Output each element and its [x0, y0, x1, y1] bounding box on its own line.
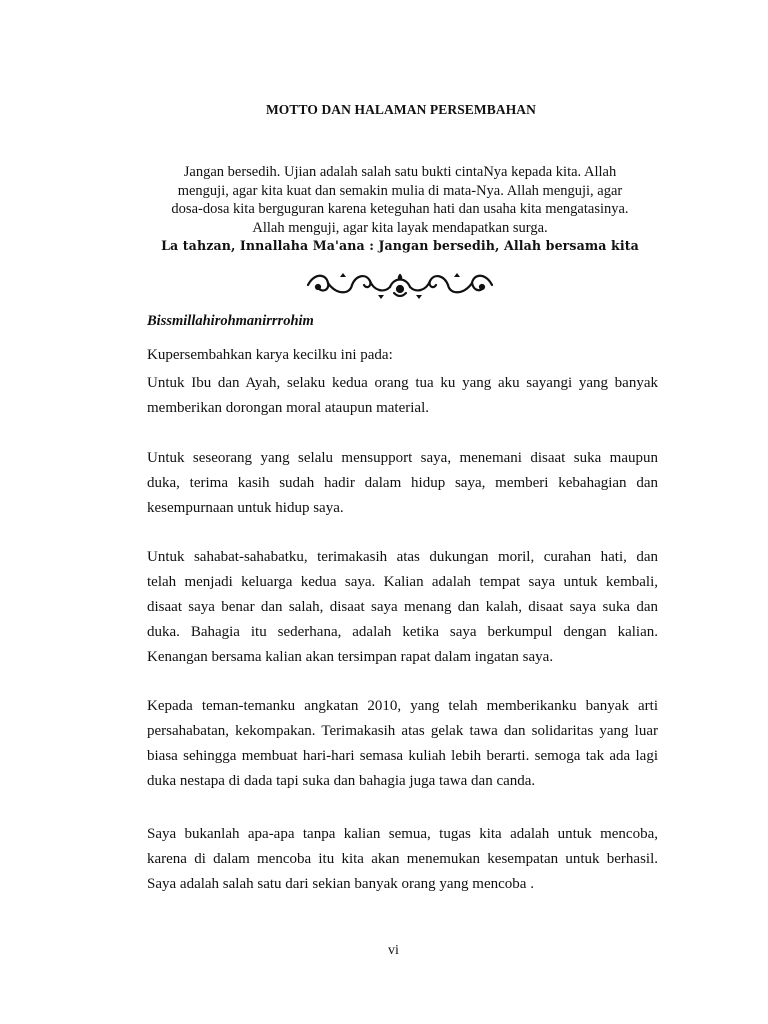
dedication-paragraph	[147, 694, 658, 794]
dedication-paragraph	[147, 371, 658, 421]
paragraph-line: Saya adalah salah satu dari sekian banyak orang yang mencoba .	[147, 876, 534, 892]
dedication-paragraph	[147, 822, 658, 897]
paragraph-line: Kenangan bersama kalian akan tersimpan rapat dalam ingatan saya.	[147, 649, 554, 665]
paragraph-line: memberikan dorongan moral ataupun material.	[147, 400, 429, 416]
paragraph-line: persahabatan, kekompakan. Terimakasih atas gelak tawa dan solidaritas yang luar	[147, 723, 658, 739]
paragraph-line: duka nestapa di dada tapi suka dan bahagia juga tawa dan canda.	[147, 773, 536, 789]
dedication-paragraph	[147, 446, 658, 521]
paragraph-line: telah menjadi keluarga kedua saya. Kalian adalah tempat saya untuk kembali,	[147, 574, 658, 590]
motto-block	[140, 163, 660, 256]
paragraph-line: Saya bukanlah apa-apa tanpa kalian semua, tugas kita adalah untuk mencoba,	[147, 826, 658, 842]
paragraph-line: Untuk sahabat-sahabatku, terimakasih atas dukungan moril, curahan hati, dan	[147, 549, 658, 565]
motto-translation: La tahzan, Innallaha Ma'ana : Jangan bersedih, Allah bersama kita	[161, 238, 639, 253]
paragraph-line: disaat saya benar dan salah, disaat saya menang dan kalah, disaat saya suka dan	[147, 599, 658, 615]
paragraph-line: biasa sehingga membuat hari-hari semasa kuliah lebih berarti. semoga tak ada lagi	[147, 748, 658, 764]
paragraph-line: Kepada teman-temanku angkatan 2010, yang telah memberikanku banyak arti	[147, 698, 658, 714]
page-number: vi	[388, 943, 399, 958]
paragraph-line: duka. Bahagia itu sederhana, adalah ketika saya berkumpul dengan kalian.	[147, 624, 658, 640]
paragraph-line: Untuk seseorang yang selalu mensupport saya, menemani disaat suka maupun	[147, 450, 658, 466]
motto-line: Allah menguji, agar kita layak mendapatkan surga.	[252, 219, 548, 236]
dedication-intro: Kupersembahkan karya kecilku ini pada:	[147, 347, 393, 363]
paragraph-line: karena di dalam mencoba itu kita akan menemukan kesempatan untuk berhasil.	[147, 851, 658, 867]
page-title: MOTTO DAN HALAMAN PERSEMBAHAN	[265, 102, 537, 117]
dedication-paragraph	[147, 545, 658, 670]
motto-line: menguji, agar kita kuat dan semakin mulia di mata-Nya. Allah menguji, agar	[177, 182, 623, 199]
paragraph-line: kesempurnaan untuk hidup saya.	[147, 500, 344, 516]
paragraph-line: duka, terima kasih sudah hadir dalam hidup saya, memberi kebahagian dan	[147, 475, 658, 491]
motto-line: dosa-dosa kita berguguran karena keteguhan hati dan usaha kita mengatasinya.	[171, 201, 629, 217]
motto-line: Jangan bersedih. Ujian adalah salah satu bukti cintaNya kepada kita. Allah	[183, 164, 617, 180]
floral-divider-icon	[300, 267, 500, 303]
bismillah-heading: Bissmillahirohmanirrrohim	[147, 313, 314, 329]
paragraph-line: Untuk Ibu dan Ayah, selaku kedua orang tua ku yang aku sayangi yang banyak	[147, 375, 658, 391]
